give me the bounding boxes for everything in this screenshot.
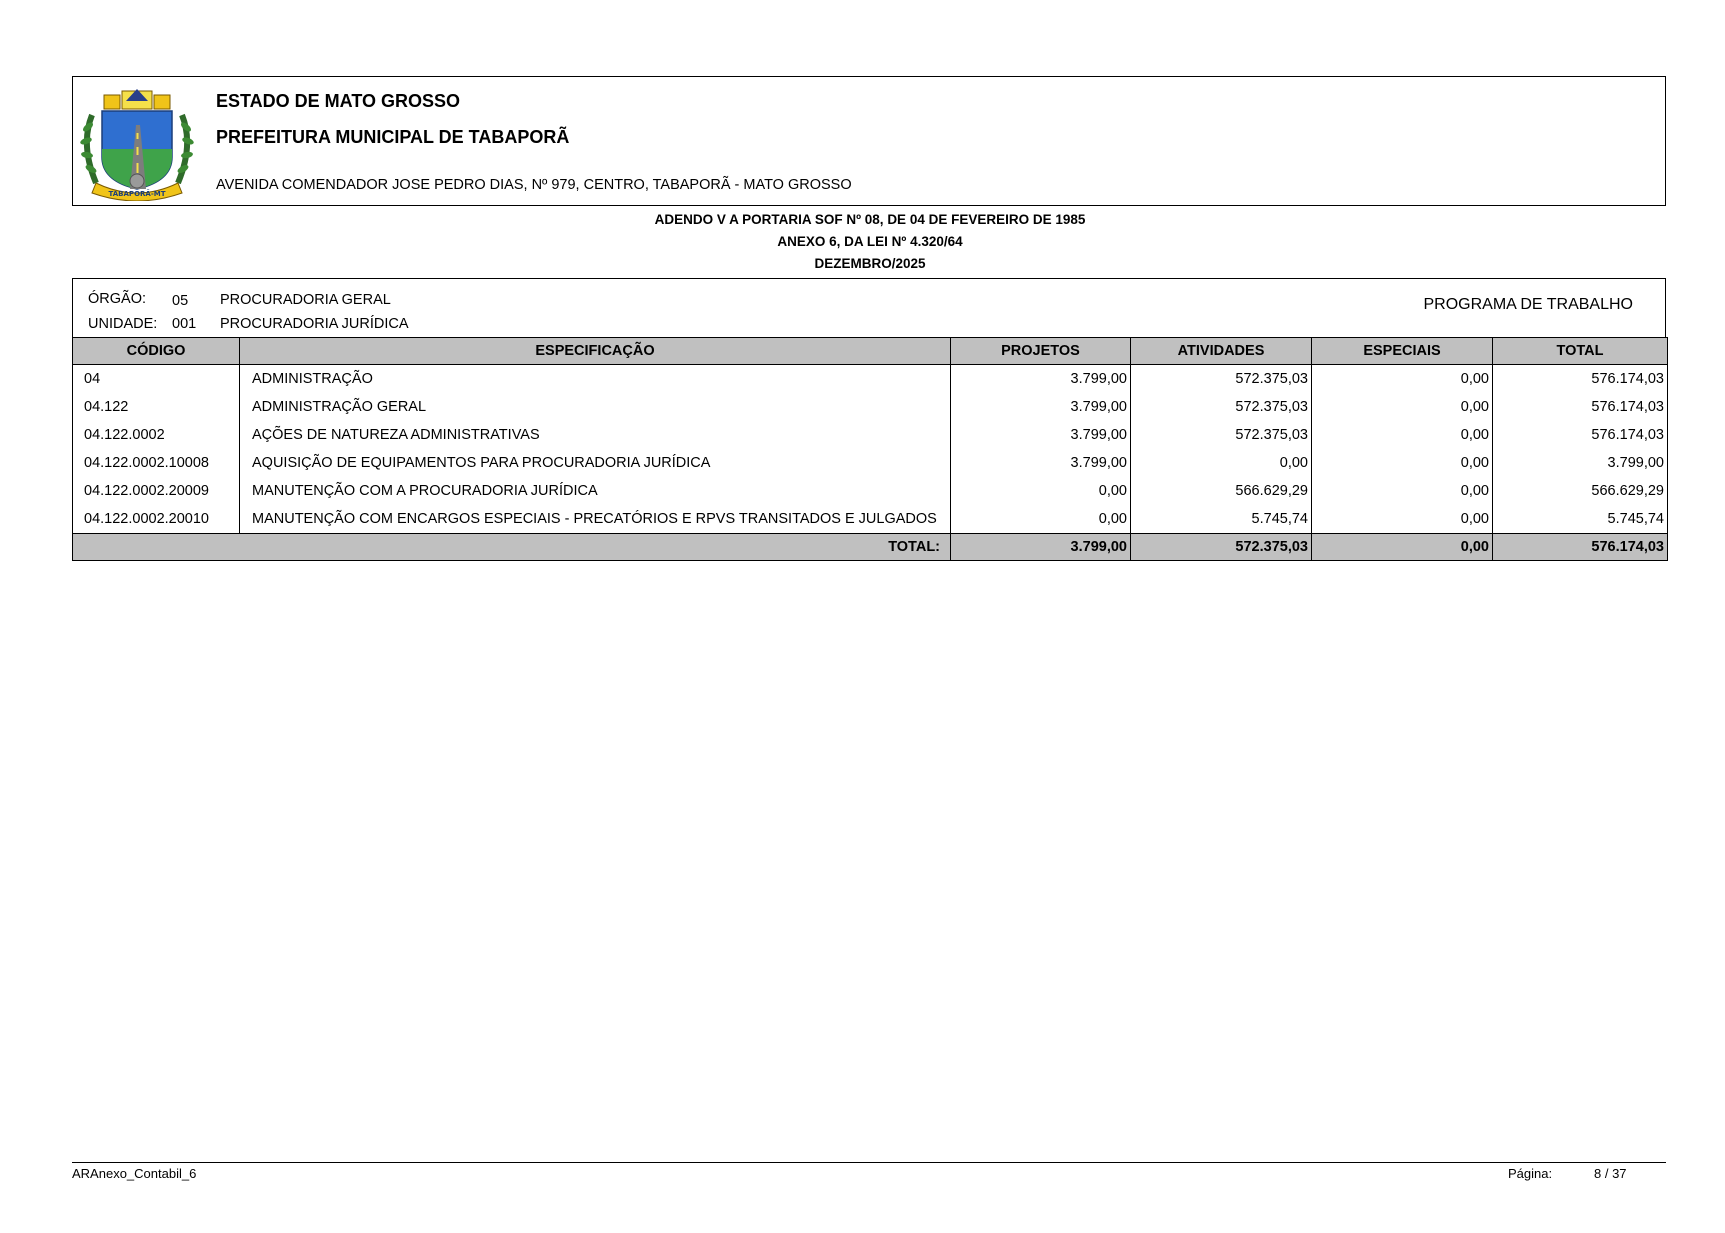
cell-atividades: 5.745,74	[1131, 505, 1312, 534]
title-line-1: ADENDO V A PORTARIA SOF Nº 08, DE 04 DE FEVEREIRO DE 1985	[654, 212, 1086, 227]
cell-codigo: 04.122.0002	[73, 421, 240, 449]
cell-codigo: 04.122.0002.20010	[73, 505, 240, 534]
total-especiais: 0,00	[1312, 534, 1493, 561]
cell-total: 3.799,00	[1493, 449, 1668, 477]
cell-especiais: 0,00	[1312, 365, 1493, 394]
col-header-especificacao: ESPECIFICAÇÃO	[240, 338, 951, 365]
cell-total: 566.629,29	[1493, 477, 1668, 505]
page-number: 8 / 37	[1594, 1166, 1627, 1181]
cell-atividades: 572.375,03	[1131, 365, 1312, 394]
cell-especiais: 0,00	[1312, 477, 1493, 505]
total-atividades: 572.375,03	[1131, 534, 1312, 561]
cell-total: 576.174,03	[1493, 421, 1668, 449]
table-row	[73, 421, 1668, 449]
svg-text:TABAPORÃ-MT: TABAPORÃ-MT	[108, 190, 166, 198]
cell-especificacao: MANUTENÇÃO COM ENCARGOS ESPECIAIS - PRECATÓRIOS E RPVS TRANSITADOS E JULGADOS	[240, 505, 951, 534]
cell-especiais: 0,00	[1312, 421, 1493, 449]
cell-projetos: 3.799,00	[951, 365, 1131, 394]
total-row	[73, 534, 1668, 561]
table-row	[73, 449, 1668, 477]
coat-of-arms-logo	[78, 85, 196, 201]
header-box	[72, 76, 1666, 206]
cell-atividades: 572.375,03	[1131, 393, 1312, 421]
info-box	[72, 278, 1666, 337]
cell-especiais: 0,00	[1312, 505, 1493, 534]
table-row	[73, 365, 1668, 394]
cell-especiais: 0,00	[1312, 449, 1493, 477]
cell-especiais: 0,00	[1312, 393, 1493, 421]
title-line-3: DEZEMBRO/2025	[814, 256, 926, 271]
cell-especificacao: ADMINISTRAÇÃO GERAL	[240, 393, 951, 421]
unidade-name: PROCURADORIA JURÍDICA	[220, 316, 409, 332]
cell-total: 5.745,74	[1493, 505, 1668, 534]
cell-codigo: 04.122	[73, 393, 240, 421]
page-label: Página:	[1508, 1166, 1553, 1181]
col-header-atividades: ATIVIDADES	[1131, 338, 1312, 365]
cell-total: 576.174,03	[1493, 365, 1668, 394]
total-label: TOTAL:	[73, 534, 951, 561]
footer-divider	[72, 1162, 1666, 1163]
total-projetos: 3.799,00	[951, 534, 1131, 561]
orgao-label: ÓRGÃO:	[88, 291, 147, 307]
table-row	[73, 393, 1668, 421]
orgao-code: 05	[172, 293, 189, 309]
cell-especificacao: MANUTENÇÃO COM A PROCURADORIA JURÍDICA	[240, 477, 951, 505]
cell-projetos: 3.799,00	[951, 421, 1131, 449]
cell-projetos: 3.799,00	[951, 393, 1131, 421]
budget-table	[72, 337, 1668, 561]
report-name: ARAnexo_Contabil_6	[72, 1166, 197, 1181]
col-header-codigo: CÓDIGO	[73, 338, 240, 365]
cell-codigo: 04.122.0002.20009	[73, 477, 240, 505]
cell-codigo: 04	[73, 365, 240, 394]
cell-codigo: 04.122.0002.10008	[73, 449, 240, 477]
cell-projetos: 0,00	[951, 477, 1131, 505]
cell-especificacao: ADMINISTRAÇÃO	[240, 365, 951, 394]
address: AVENIDA COMENDADOR JOSE PEDRO DIAS, Nº 979, CENTRO, TABAPORÃ - MATO GROSSO	[216, 177, 852, 193]
title-line-2: ANEXO 6, DA LEI Nº 4.320/64	[777, 234, 963, 249]
state-name: ESTADO DE MATO GROSSO	[216, 91, 461, 111]
cell-atividades: 0,00	[1131, 449, 1312, 477]
cell-total: 576.174,03	[1493, 393, 1668, 421]
total-total: 576.174,03	[1493, 534, 1668, 561]
cell-especificacao: AQUISIÇÃO DE EQUIPAMENTOS PARA PROCURADORIA JURÍDICA	[240, 449, 951, 477]
col-header-total: TOTAL	[1493, 338, 1668, 365]
cell-atividades: 566.629,29	[1131, 477, 1312, 505]
col-header-projetos: PROJETOS	[951, 338, 1131, 365]
table-header-row	[73, 338, 1668, 365]
programa-de-trabalho: PROGRAMA DE TRABALHO	[1423, 296, 1633, 313]
unidade-code: 001	[172, 316, 197, 332]
cell-projetos: 3.799,00	[951, 449, 1131, 477]
orgao-name: PROCURADORIA GERAL	[220, 292, 391, 308]
cell-atividades: 572.375,03	[1131, 421, 1312, 449]
table-row	[73, 505, 1668, 534]
col-header-especiais: ESPECIAIS	[1312, 338, 1493, 365]
cell-especificacao: AÇÕES DE NATUREZA ADMINISTRATIVAS	[240, 421, 951, 449]
table-row	[73, 477, 1668, 505]
prefeitura-name: PREFEITURA MUNICIPAL DE TABAPORÃ	[216, 127, 570, 147]
cell-projetos: 0,00	[951, 505, 1131, 534]
unidade-label: UNIDADE:	[88, 316, 158, 332]
